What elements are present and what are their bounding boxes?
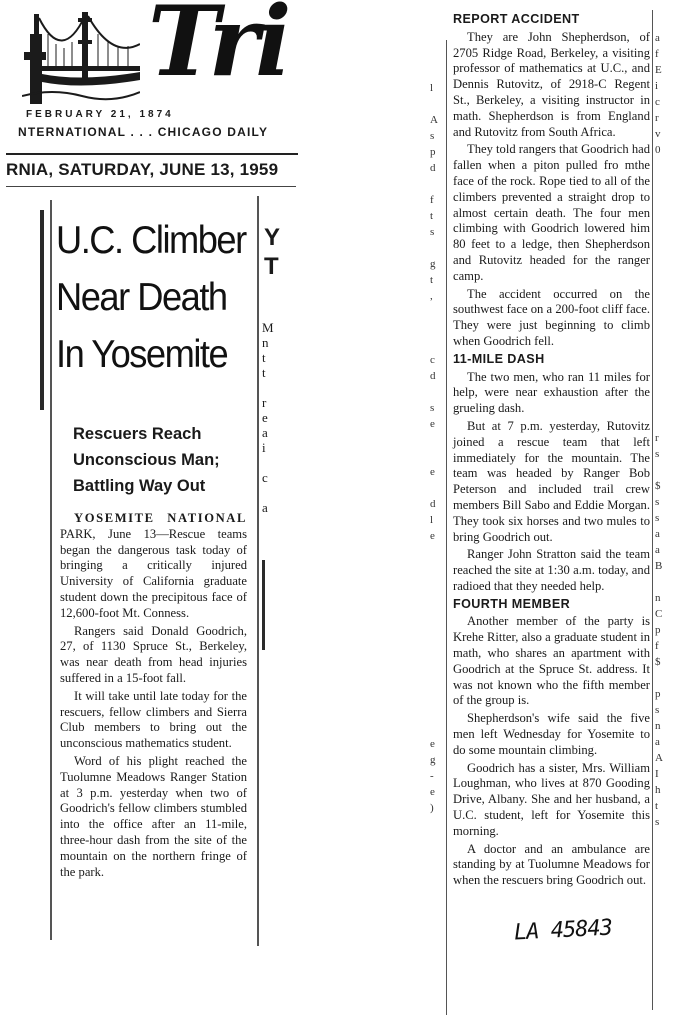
margin-letter: f — [655, 48, 659, 60]
margin-letter — [655, 382, 669, 398]
margin-letter — [655, 158, 669, 174]
margin-letter — [262, 380, 284, 395]
margin-letter — [430, 672, 444, 688]
margin-letter — [655, 254, 669, 270]
subheadline — [73, 421, 263, 499]
margin-letter — [430, 96, 444, 112]
margin-letter: - — [430, 770, 434, 782]
margin-letter — [655, 334, 669, 350]
masthead-tagline: NTERNATIONAL . . . CHICAGO DAILY — [18, 125, 269, 139]
margin-letter: p — [430, 146, 436, 158]
margin-letter: I — [655, 768, 659, 780]
margin-letter — [655, 190, 669, 206]
column-rule-right-right — [652, 10, 653, 1010]
margin-letter — [430, 640, 444, 656]
margin-letter: r — [262, 395, 267, 410]
margin-letter — [430, 336, 444, 352]
margin-letter: f — [430, 194, 434, 206]
margin-letter — [430, 720, 444, 736]
margin-letter: r — [655, 432, 659, 444]
margin-letter — [430, 592, 444, 608]
subhead-line: Unconscious Man; — [73, 451, 220, 469]
column-rule-inner — [50, 200, 52, 940]
margin-letter — [430, 624, 444, 640]
headline-line: U.C. Climber — [56, 219, 246, 262]
fragment-rule — [262, 560, 265, 650]
margin-letter — [655, 302, 669, 318]
paragraph: Word of his plight reached the Tuolumne Meadows Ranger Station at 3 p.m. yesterday when two of Goodrich's fellow climbers stumbled into the office after an 11-mile, three-hour dash from the site of the mountain on the northern fringe of the park. — [60, 753, 247, 879]
margin-letter: a — [655, 528, 660, 540]
margin-letter: s — [655, 816, 660, 828]
margin-letter — [655, 174, 669, 190]
paragraph: Another member of the party is Krehe Ritter, also a graduate student in math, who shares an apartment with Goodrich at the Spruce St. address. It was not known who the fifth member of the group is. — [453, 614, 650, 708]
margin-letter: p — [655, 688, 661, 700]
margin-letter: c — [655, 96, 660, 108]
right-article-body — [453, 12, 650, 891]
margin-letter: C — [655, 608, 663, 620]
margin-letter — [262, 485, 284, 500]
margin-letter — [430, 480, 444, 496]
margin-letter — [655, 222, 669, 238]
margin-letter: t — [430, 274, 434, 286]
margin-letter: l — [430, 514, 434, 526]
margin-letter — [430, 560, 444, 576]
margin-letter — [430, 704, 444, 720]
margin-letter — [430, 176, 444, 192]
margin-letter: s — [655, 512, 660, 524]
margin-letter: $ — [655, 480, 661, 492]
margin-letter: M — [262, 320, 274, 335]
margin-letter: t — [262, 365, 266, 380]
margin-letter: e — [430, 738, 435, 750]
margin-letter: v — [655, 128, 661, 140]
margin-letter: l — [430, 82, 434, 94]
headline-line: In Yosemite — [56, 333, 228, 376]
margin-letter — [655, 286, 669, 302]
margin-letter: r — [655, 112, 659, 124]
margin-letter — [430, 304, 444, 320]
margin-letter — [655, 414, 669, 430]
margin-letter — [430, 384, 444, 400]
margin-letter: d — [430, 370, 436, 382]
margin-letter — [430, 688, 444, 704]
masthead-title: Tri — [148, 0, 288, 98]
adjacent-column-fragment — [262, 320, 284, 515]
margin-letter: A — [655, 752, 663, 764]
headline-line: Near Death — [56, 276, 227, 319]
paragraph: The two men, who ran 11 miles for help, were near exhaustion after the grueling dash. — [453, 369, 650, 416]
fragment-letter: T — [264, 253, 279, 280]
golden-gate-bridge-logo — [22, 4, 140, 108]
margin-letter: c — [262, 470, 268, 485]
margin-letter: a — [262, 500, 268, 515]
subhead-line: Rescuers Reach — [73, 425, 202, 443]
margin-letter: c — [430, 354, 435, 366]
section-heading: REPORT ACCIDENT — [453, 12, 580, 26]
dateline-rule — [6, 186, 296, 187]
margin-letter — [655, 574, 669, 590]
margin-letter: $ — [655, 656, 661, 668]
left-article-body — [60, 511, 247, 882]
margin-letter: , — [430, 290, 433, 302]
adjacent-headline-fragment — [264, 223, 280, 281]
masthead-rule — [6, 153, 298, 155]
margin-letter — [430, 320, 444, 336]
paragraph: Shepherdson's wife said the five men left Wednesday for Yosemite to do some mountain climbing. — [453, 711, 650, 757]
column-rule-right-left — [446, 40, 447, 1015]
margin-letter — [655, 398, 669, 414]
margin-letter: s — [655, 704, 660, 716]
paragraph: But at 7 p.m. yesterday, Rutovitz joined a rescue team that left immediately for the mountain. The team was headed by Ranger Bob Peterson and included trail crew members Bill Sabo and Eddie Morgan. They took six horses and two mules to bring Goodrich out. — [453, 418, 650, 544]
margin-letter — [430, 544, 444, 560]
margin-letter: n — [655, 592, 661, 604]
margin-letter: a — [655, 736, 660, 748]
margin-letter — [655, 206, 669, 222]
headline — [56, 212, 246, 383]
handwritten-annotation: LA 45843 — [513, 915, 613, 946]
margin-letter: e — [262, 410, 268, 425]
margin-letter: 0 — [655, 144, 661, 156]
margin-letter — [430, 432, 444, 448]
margin-letter: A — [430, 114, 438, 126]
paragraph: The accident occurred on the southwest face on a 200-foot cliff face. They were just beginning to climb when Goodrich fell. — [453, 286, 650, 348]
margin-letter: g — [430, 258, 436, 270]
page-dateline: RNIA, SATURDAY, JUNE 13, 1959 — [6, 160, 279, 179]
founded-date: FEBRUARY 21, 1874 — [26, 109, 174, 120]
margin-letter: p — [655, 624, 661, 636]
margin-letter: e — [430, 466, 435, 478]
margin-letter — [430, 656, 444, 672]
right-margin-fragment — [655, 30, 669, 830]
margin-letter — [655, 318, 669, 334]
margin-letter: s — [655, 448, 660, 460]
paragraph: Rangers said Donald Goodrich, 27, of 1130 Spruce St., Berkeley, was near death from head injuries suffered in a 15-foot fall. — [60, 623, 247, 685]
margin-letter: e — [430, 530, 435, 542]
margin-letter: e — [430, 786, 435, 798]
margin-letter: e — [430, 418, 435, 430]
margin-letter: d — [430, 498, 436, 510]
lead-dateline: YOSEMITE NATIONAL — [74, 511, 247, 525]
margin-letter: B — [655, 560, 663, 572]
column-rule-left — [40, 210, 44, 410]
margin-letter: g — [430, 754, 436, 766]
margin-letter: f — [655, 640, 659, 652]
paragraph: Goodrich has a sister, Mrs. William Loughman, who lives at 870 Gooding Drive, Albany. She and her husband, a U.C. student, left for Yosemite this morning. — [453, 760, 650, 838]
margin-letter: h — [655, 784, 661, 796]
margin-letter — [262, 455, 284, 470]
margin-letter: n — [655, 720, 661, 732]
margin-letter: s — [430, 402, 435, 414]
margin-letter — [655, 462, 669, 478]
margin-letter: s — [430, 130, 435, 142]
column-rule-right — [257, 196, 259, 946]
margin-letter: i — [655, 80, 659, 92]
paragraph: It will take until late today for the rescuers, fellow climbers and Sierra Club members to bring out the unconscious mathematics student. — [60, 688, 247, 751]
fragment-letter: Y — [264, 224, 281, 251]
margin-letter: a — [262, 425, 268, 440]
paragraph: They told rangers that Goodrich had fallen when a piton pulled fro mthe face of the rock. Rope tied to all of the climbers prevented a straight drop to almost certain death. The four men climbing with Goodrich lowered him 80 feet to a ledge, then Shepherdson and Rutovitz headed for the ranger camp. — [453, 142, 650, 283]
lead-paragraph — [60, 511, 247, 622]
margin-letter: i — [262, 440, 266, 455]
lead-text: PARK, June 13—Rescue teams began the dangerous task today of bringing a critically injured University of California graduate student down the precipitous face of 12,600-foot Mt. Conness. — [60, 526, 247, 620]
margin-letter — [430, 608, 444, 624]
margin-letter — [430, 448, 444, 464]
paragraph: A doctor and an ambulance are standing by at Tuolumne Meadows for when the rescuers bring Goodrich out. — [453, 841, 650, 888]
margin-letter — [655, 350, 669, 366]
margin-letter: t — [430, 210, 434, 222]
margin-letter — [430, 240, 444, 256]
paragraph: Ranger John Stratton said the team reached the site at 1:30 a.m. today, and radioed that they needed help. — [453, 547, 650, 593]
section-heading: FOURTH MEMBER — [453, 596, 571, 611]
margin-letter — [655, 366, 669, 382]
section-heading: 11-MILE DASH — [453, 351, 545, 366]
left-margin-fragment — [430, 80, 444, 816]
margin-letter: s — [430, 226, 435, 238]
margin-letter: a — [655, 32, 660, 44]
margin-letter: a — [655, 544, 660, 556]
margin-letter: t — [655, 800, 659, 812]
margin-letter — [655, 670, 669, 686]
margin-letter — [655, 270, 669, 286]
margin-letter: n — [262, 335, 269, 350]
margin-letter — [655, 238, 669, 254]
paragraph: They are John Shepherdson, of 2705 Ridge Road, Berkeley, a visiting professor of mathematics at U.C., and Dennis Rutovitz, of 2918-C Regent St., Berkeley, a visiting instructor in math. Shepherdson is from England and Rutovitz from South Africa. — [453, 29, 650, 139]
margin-letter: s — [655, 496, 660, 508]
margin-letter: E — [655, 64, 662, 76]
margin-letter: t — [262, 350, 266, 365]
margin-letter: d — [430, 162, 436, 174]
subhead-line: Battling Way Out — [73, 477, 206, 495]
margin-letter — [430, 576, 444, 592]
margin-letter: ) — [430, 802, 434, 814]
